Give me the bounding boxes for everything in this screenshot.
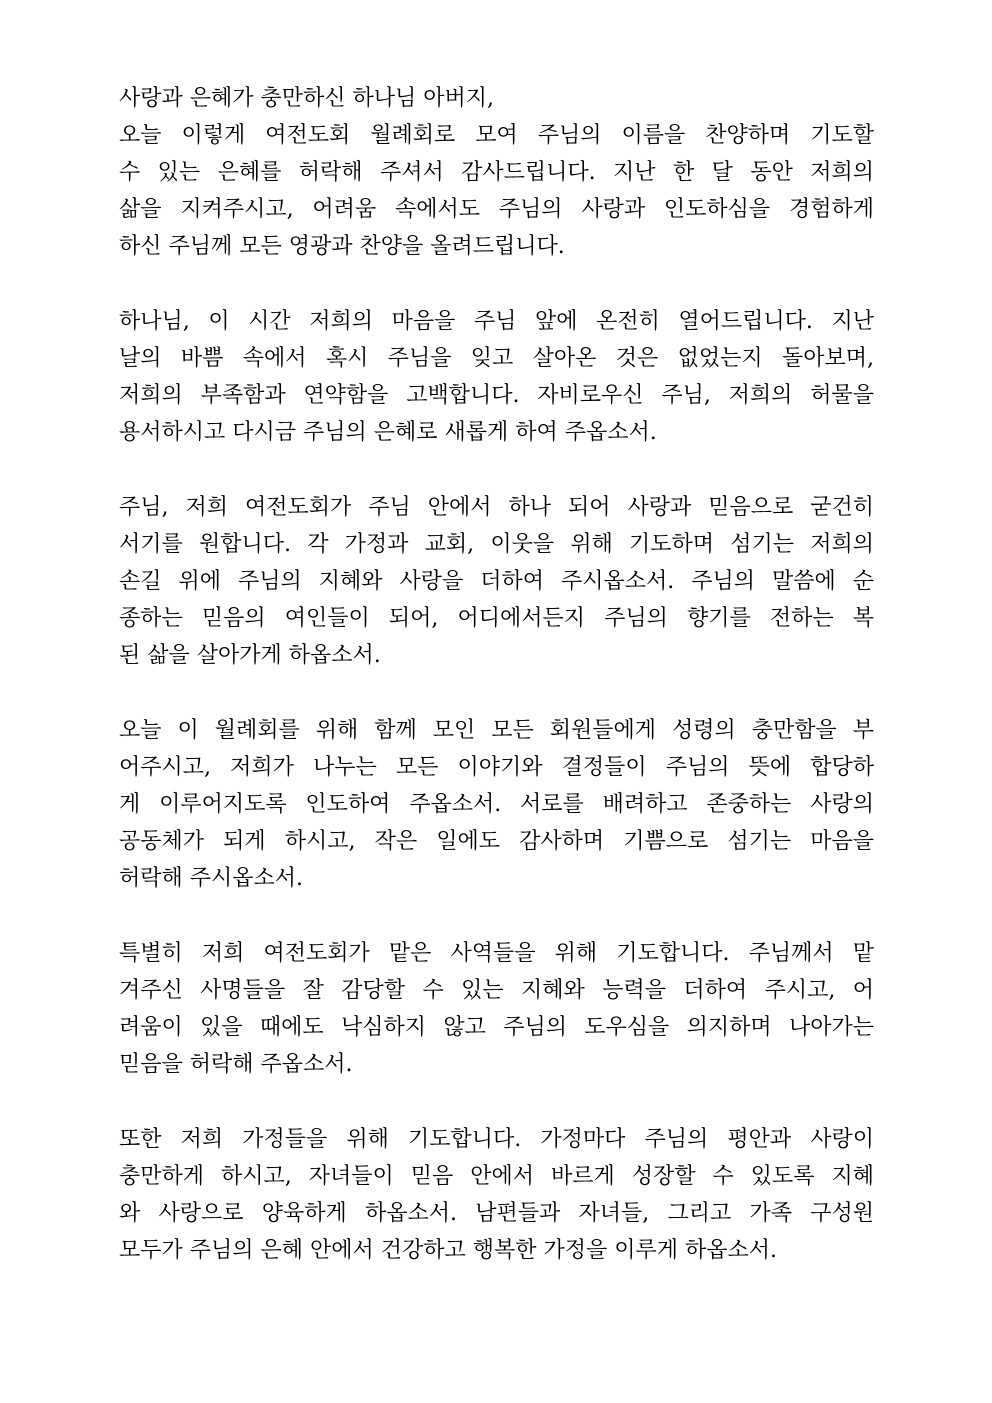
text-line: 게 이루어지도록 인도하여 주옵소서. 서로를 배려하고 존중하는 사랑의 — [119, 792, 874, 817]
text-line: 특별히 저희 여전도회가 맡은 사역들을 위해 기도합니다. 주님께서 맡 — [119, 941, 874, 966]
text-line: 믿음을 허락해 주옵소서. — [119, 1052, 353, 1077]
text-line: 주님, 저희 여전도회가 주님 안에서 하나 되어 사랑과 믿음으로 굳건히 — [119, 495, 874, 520]
text-line: 어주시고, 저희가 나누는 모든 이야기와 결정들이 주님의 뜻에 합당하 — [119, 755, 874, 780]
text-line: 오늘 이렇게 여전도회 월례회로 모여 주님의 이름을 찬양하며 기도할 — [119, 123, 874, 148]
text-line: 와 사랑으로 양육하게 하옵소서. 남편들과 자녀들, 그리고 가족 구성원 — [119, 1201, 874, 1226]
paragraph-4 — [119, 712, 874, 897]
text-line: 하나님, 이 시간 저희의 마음을 주님 앞에 온전히 열어드립니다. 지난 — [119, 309, 874, 334]
text-line: 려움이 있을 때에도 낙심하지 않고 주님의 도우심을 의지하며 나아가는 — [119, 1015, 874, 1040]
text-line: 된 삶을 살아가게 하옵소서. — [119, 643, 381, 668]
text-line: 서기를 원합니다. 각 가정과 교회, 이웃을 위해 기도하며 섬기는 저희의 — [119, 532, 874, 557]
text-line: 겨주신 사명들을 잘 감당할 수 있는 지혜와 능력을 더하여 주시고, 어 — [119, 978, 874, 1003]
text-line: 사랑과 은혜가 충만하신 하나님 아버지, — [119, 86, 494, 111]
paragraph-2 — [119, 303, 874, 451]
text-line: 날의 바쁨 속에서 혹시 주님을 잊고 살아온 것은 없었는지 돌아보며, — [119, 346, 874, 371]
paragraph-5 — [119, 935, 874, 1083]
text-line: 공동체가 되게 하시고, 작은 일에도 감사하며 기쁨으로 섬기는 마음을 — [119, 829, 874, 854]
text-line: 손길 위에 주님의 지혜와 사랑을 더하여 주시옵소서. 주님의 말씀에 순 — [119, 569, 874, 594]
text-line: 오늘 이 월례회를 위해 함께 모인 모든 회원들에게 성령의 충만함을 부 — [119, 718, 874, 743]
paragraph-3 — [119, 489, 874, 674]
text-line: 수 있는 은혜를 허락해 주셔서 감사드립니다. 지난 한 달 동안 저희의 — [119, 160, 874, 185]
paragraph-6 — [119, 1121, 874, 1269]
text-line: 종하는 믿음의 여인들이 되어, 어디에서든지 주님의 향기를 전하는 복 — [119, 606, 874, 631]
prayer-text — [119, 80, 874, 1307]
text-line: 충만하게 하시고, 자녀들이 믿음 안에서 바르게 성장할 수 있도록 지혜 — [119, 1164, 874, 1189]
text-line: 하신 주님께 모든 영광과 찬양을 올려드립니다. — [119, 234, 565, 259]
text-line: 저희의 부족함과 연약함을 고백합니다. 자비로우신 주님, 저희의 허물을 — [119, 383, 874, 408]
text-line: 삶을 지켜주시고, 어려움 속에서도 주님의 사랑과 인도하심을 경험하게 — [119, 197, 874, 222]
text-line: 허락해 주시옵소서. — [119, 866, 304, 891]
text-line: 또한 저희 가정들을 위해 기도합니다. 가정마다 주님의 평안과 사랑이 — [119, 1127, 874, 1152]
text-line: 모두가 주님의 은혜 안에서 건강하고 행복한 가정을 이루게 하옵소서. — [119, 1238, 777, 1263]
text-line: 용서하시고 다시금 주님의 은혜로 새롭게 하여 주옵소서. — [119, 420, 657, 445]
paragraph-1 — [119, 80, 874, 265]
